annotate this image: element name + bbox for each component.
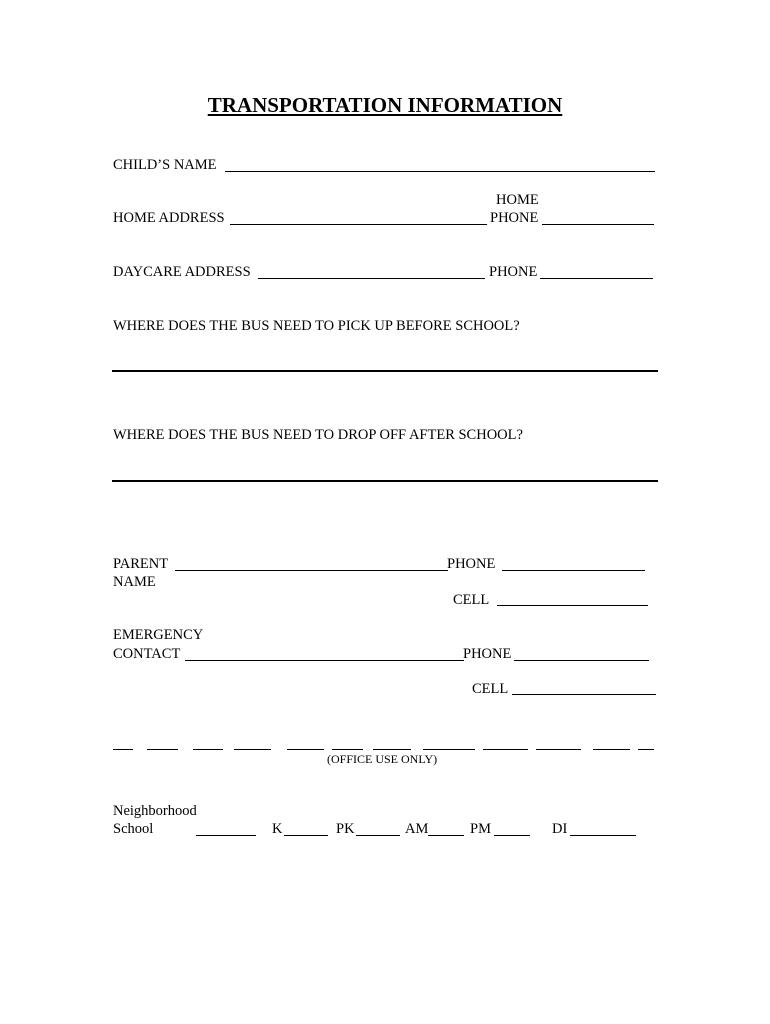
grade-pk-field[interactable] bbox=[356, 835, 400, 836]
child-name-label: CHILD’S NAME bbox=[113, 157, 217, 173]
form-title: TRANSPORTATION INFORMATION bbox=[207, 93, 563, 117]
grade-k-label: K bbox=[272, 821, 283, 837]
office-use-field[interactable] bbox=[147, 749, 178, 750]
grade-k-field[interactable] bbox=[284, 835, 328, 836]
child-name-field[interactable] bbox=[225, 171, 655, 172]
neighborhood-school-label: Neighborhood bbox=[113, 803, 197, 819]
home-phone-label-top: HOME bbox=[496, 192, 539, 208]
emergency-cell-label: CELL bbox=[472, 681, 509, 697]
office-use-field[interactable] bbox=[113, 749, 133, 750]
session-am-label: AM bbox=[405, 821, 429, 837]
emergency-contact-label-2: CONTACT bbox=[113, 646, 181, 662]
di-label: DI bbox=[552, 821, 568, 837]
office-use-field[interactable] bbox=[483, 749, 528, 750]
office-use-field[interactable] bbox=[287, 749, 324, 750]
office-use-field[interactable] bbox=[332, 749, 363, 750]
neighborhood-school-field[interactable] bbox=[196, 835, 256, 836]
office-use-field[interactable] bbox=[638, 749, 654, 750]
di-field[interactable] bbox=[570, 835, 636, 836]
office-use-label: (OFFICE USE ONLY) bbox=[327, 752, 438, 766]
pickup-answer-field[interactable] bbox=[112, 370, 658, 372]
dropoff-question: WHERE DOES THE BUS NEED TO DROP OFF AFTER SCHOOL? bbox=[113, 427, 523, 443]
emergency-cell-field[interactable] bbox=[512, 694, 656, 695]
parent-name-field[interactable] bbox=[175, 570, 448, 571]
daycare-phone-label: PHONE bbox=[489, 264, 538, 280]
grade-pk-label: PK bbox=[336, 821, 355, 837]
session-pm-field[interactable] bbox=[494, 835, 530, 836]
home-address-label: HOME ADDRESS bbox=[113, 210, 225, 226]
parent-name-label: PARENT bbox=[113, 556, 169, 572]
session-pm-label: PM bbox=[470, 821, 491, 837]
home-phone-field[interactable] bbox=[542, 224, 654, 225]
parent-cell-field[interactable] bbox=[497, 605, 648, 606]
parent-phone-label: PHONE bbox=[447, 556, 496, 572]
emergency-phone-field[interactable] bbox=[514, 660, 649, 661]
parent-cell-label: CELL bbox=[453, 592, 490, 608]
emergency-contact-field[interactable] bbox=[185, 660, 464, 661]
office-use-field[interactable] bbox=[423, 749, 475, 750]
home-address-field[interactable] bbox=[230, 224, 487, 225]
office-use-field[interactable] bbox=[234, 749, 271, 750]
emergency-contact-label: EMERGENCY bbox=[113, 627, 204, 643]
neighborhood-school-label-2: School bbox=[113, 821, 154, 837]
office-use-field[interactable] bbox=[593, 749, 630, 750]
dropoff-answer-field[interactable] bbox=[112, 480, 658, 482]
home-phone-label: PHONE bbox=[490, 210, 539, 226]
daycare-phone-field[interactable] bbox=[540, 278, 653, 279]
daycare-address-label: DAYCARE ADDRESS bbox=[113, 264, 251, 280]
parent-phone-field[interactable] bbox=[502, 570, 645, 571]
parent-name-label-2: NAME bbox=[113, 574, 156, 590]
office-use-field[interactable] bbox=[536, 749, 581, 750]
daycare-address-field[interactable] bbox=[258, 278, 485, 279]
pickup-question: WHERE DOES THE BUS NEED TO PICK UP BEFORE SCHOOL? bbox=[113, 318, 520, 334]
office-use-field[interactable] bbox=[193, 749, 223, 750]
emergency-phone-label: PHONE bbox=[463, 646, 512, 662]
session-am-field[interactable] bbox=[428, 835, 464, 836]
office-use-field[interactable] bbox=[373, 749, 411, 750]
